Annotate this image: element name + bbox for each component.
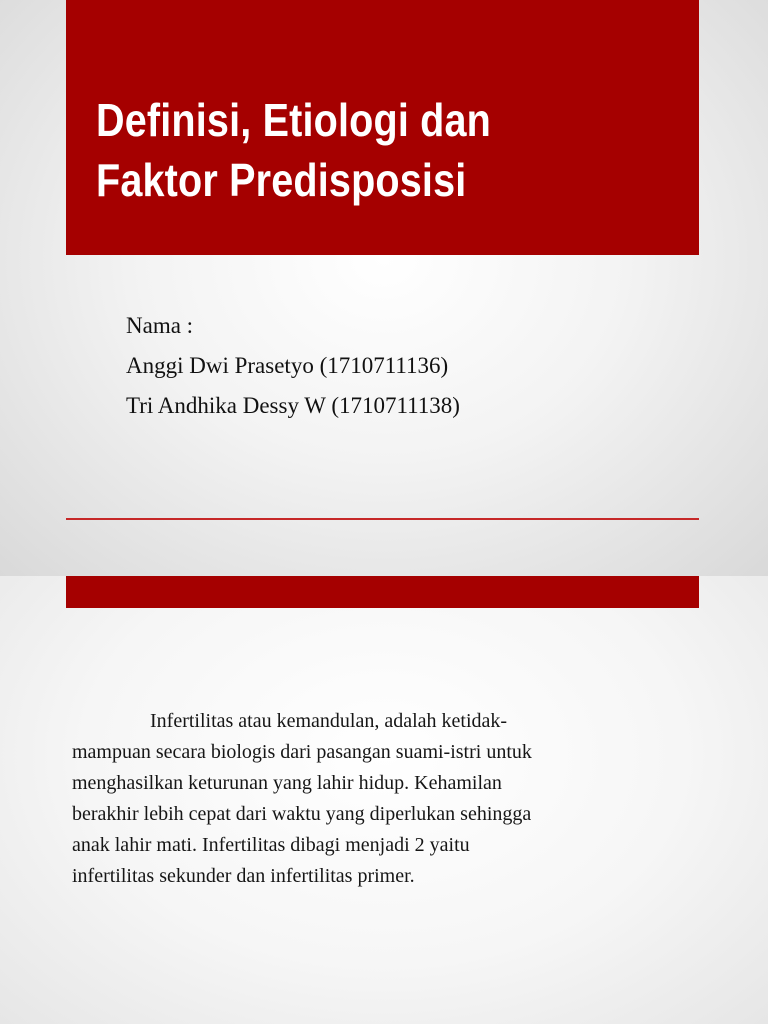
title-banner [66, 0, 699, 255]
author-list [126, 306, 460, 426]
content-slide [0, 576, 768, 1024]
paragraph-line: infertilitas sekunder dan infertilitas primer. [72, 865, 415, 887]
author-name-2: Tri Andhika Dessy W (1710711138) [126, 393, 460, 418]
paragraph-line: menghasilkan keturunan yang lahir hidup. Kehamilan [72, 772, 502, 794]
paragraph-line: anak lahir mati. Infertilitas dibagi menjadi 2 yaitu [72, 834, 470, 856]
paragraph-line: mampuan secara biologis dari pasangan suami-istri untuk [72, 741, 532, 763]
header-band [66, 576, 699, 608]
slide-title-line-1: Definisi, Etiologi dan [96, 94, 492, 146]
author-name-1: Anggi Dwi Prasetyo (1710711136) [126, 353, 449, 378]
slide-title-line-2: Faktor Predisposisi [96, 154, 467, 206]
section-divider [66, 518, 699, 520]
author-label: Nama : [126, 313, 194, 338]
paragraph-line: Infertilitas atau kemandulan, adalah ketidak- [150, 710, 508, 732]
slide-title [96, 90, 603, 210]
paragraph-line: berakhir lebih cepat dari waktu yang diperlukan sehingga [72, 803, 532, 825]
definition-paragraph [72, 706, 652, 892]
